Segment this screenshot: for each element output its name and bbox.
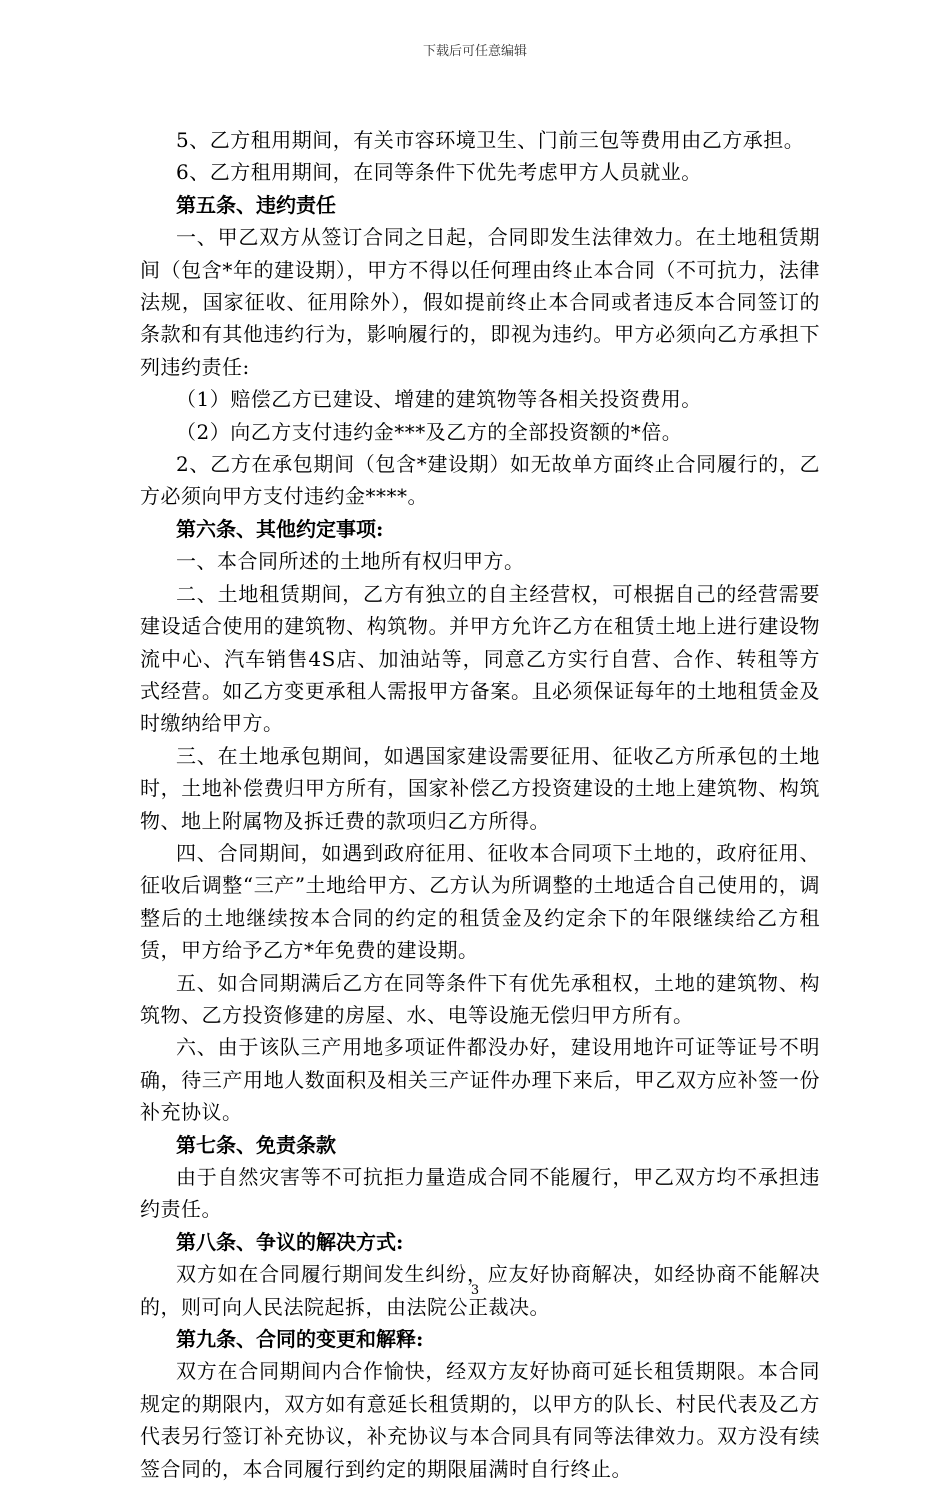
clause-paragraph: 一、本合同所述的土地所有权归甲方。 xyxy=(176,549,525,574)
clause-paragraph: 二、土地租赁期间，乙方有独立的自主经营权，可根据自己的经营需要建设适合使用的建筑物、构筑物。并甲方允许乙方在租赁土地上进行建设物流中心、汽车销售4S店、加油站等，同意乙方实行自营、合作、转租等方式经营。如乙方变更承租人需报甲方备案。且必须保证每年的土地租赁金及时缴纳给甲方。 xyxy=(140,581,820,736)
clause-paragraph: 2、乙方在承包期间（包含*建设期）如无故单方面终止合同履行的，乙方必须向甲方支付违约金****。 xyxy=(140,452,820,509)
section-heading: 第八条、争议的解决方式: xyxy=(176,1229,404,1254)
clause-paragraph: 四、合同期间，如遇到政府征用、征收本合同项下土地的，政府征用、征收后调整“三产”土地给甲方、乙方认为所调整的土地适合自己使用的，调整后的土地继续按本合同的约定的租赁金及约定余下的年限继续给乙方租赁，甲方给予乙方*年免费的建设期。 xyxy=(140,840,820,963)
clause-paragraph: 三、在土地承包期间，如遇国家建设需要征用、征收乙方所承包的土地时，土地补偿费归甲方所有，国家补偿乙方投资建设的土地上建筑物、构筑物、地上附属物及拆迁费的款项归乙方所得。 xyxy=(140,743,820,833)
clause-paragraph: 双方在合同期间内合作愉快，经双方友好协商可延长租赁期限。本合同规定的期限内，双方如有意延长租赁期的，以甲方的队长、村民代表及乙方代表另行签订补充协议，补充协议与本合同具有同等法律效力。双方没有续签合同的，本合同履行到约定的期限届满时自行终止。 xyxy=(140,1359,820,1481)
clause-paragraph: 一、甲乙双方从签订合同之日起，合同即发生法律效力。在土地租赁期间（包含*年的建设期），甲方不得以任何理由终止本合同（不可抗力，法律法规，国家征收、征用除外），假如提前终止本合同或者违反本合同签订的条款和有其他违约行为，影响履行的，即视为违约。甲方必须向乙方承担下列违约责任: xyxy=(140,225,820,379)
document-body xyxy=(140,124,820,1485)
clause-paragraph: 双方如在合同履行期间发生纠纷，应友好协商解决，如经协商不能解决的，则可向人民法院起拆，由法院公正裁决。 xyxy=(140,1262,820,1319)
section-heading: 第九条、合同的变更和解释: xyxy=(176,1327,424,1352)
page-header: 下载后可任意编辑 xyxy=(422,44,527,59)
clause-paragraph: 由于自然灾害等不可抗拒力量造成合同不能履行，甲乙双方均不承担违约责任。 xyxy=(140,1165,820,1222)
clause-paragraph: 5、乙方租用期间，有关市容环境卫生、门前三包等费用由乙方承担。 xyxy=(176,128,805,152)
clause-paragraph: 6、乙方租用期间，在同等条件下优先考虑甲方人员就业。 xyxy=(176,160,702,185)
clause-paragraph: （2）向乙方支付违约金***及乙方的全部投资额的*倍。 xyxy=(176,419,683,444)
section-heading: 第六条、其他约定事项: xyxy=(176,516,384,541)
clause-paragraph: 五、如合同期满后乙方在同等条件下有优先承租权，土地的建筑物、构筑物、乙方投资修建的房屋、水、电等设施无偿归甲方所有。 xyxy=(140,970,820,1027)
section-heading: 第五条、违约责任 xyxy=(176,192,336,217)
section-heading: 第七条、免责条款 xyxy=(176,1132,336,1157)
clause-paragraph: 六、由于该队三产用地多项证件都没办好，建设用地许可证等证号不明确，待三产用地人数面积及相关三产证件办理下来后，甲乙双方应补签一份补充协议。 xyxy=(140,1035,820,1125)
page-number: 3 xyxy=(470,1283,480,1298)
clause-paragraph: （1）赔偿乙方已建设、增建的建筑物等各相关投资费用。 xyxy=(176,387,702,412)
